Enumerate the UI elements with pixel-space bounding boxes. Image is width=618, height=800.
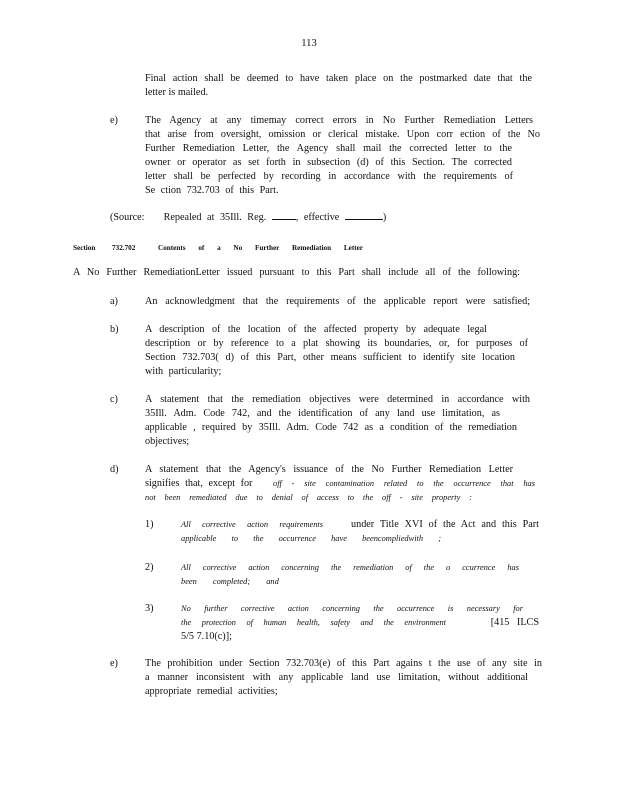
subitem-3-label: 3) [145,603,154,614]
item-e2-label: e) [110,658,118,669]
source-blank-date [345,219,383,220]
source-blank-reg [272,219,296,220]
source-prefix: (Source: [110,212,145,223]
source-note [110,211,386,225]
item-b-label: b) [110,324,119,335]
subitem-3-line-1: No further corrective action concerning the occurrence is necessary for [181,604,523,613]
item-e2-line-1: The prohibition under Section 732.703(e) of this Part agains t the use of any site in [145,658,542,669]
subitem-3-line-2-italic: the protection of human health, safety and the environment [181,618,446,627]
section-label: Section [73,244,96,252]
intro-line: A No Further RemediationLetter issued pursuant to this Part shall include all of the following: [73,267,520,278]
subitem-1-line-2: applicable to the occurrence have beencompliedwith ; [181,534,441,543]
subitem-1-line-1-italic: All corrective action requirements [181,520,323,529]
item-d-line-3: not been remediated due to denial of access to the off - site property : [145,493,472,502]
item-e-label: e) [110,115,118,126]
item-d-label: d) [110,464,119,475]
item-e-line-3: Further Remediation Letter, the Agency shall mail the corrected letter to the [145,143,512,154]
item-c-line-2: 35Ill. Adm. Code 742, and the identification of any land use limitation, as [145,408,500,419]
item-d-line-1: A statement that the Agency's issuance of the No Further Remediation Letter [145,464,513,475]
subitem-1-line-1-normal: under Title XVI of the Act and this Part [351,519,539,530]
subitem-2-line-2: been completed; and [181,577,279,586]
item-e-line-2: that arise from oversight, omission or clerical mistake. Upon corr ection of the No [145,129,540,140]
item-d-line-2-normal: signifies that, except for [145,478,253,489]
item-c-line-4: objectives; [145,436,190,447]
source-text: Repealed at 35Ill. Reg. [163,212,267,223]
item-e2-line-3: appropriate remedial activities; [145,686,278,697]
final-action-line-2: letter is mailed. [145,87,209,98]
page-number: 113 [301,38,317,49]
subitem-1-label: 1) [145,519,154,530]
item-a-line-1: An acknowledgment that the requirements of the applicable report were satisfied; [145,296,530,307]
final-action-line-1: Final action shall be deemed to have taken place on the postmarked date that the [145,73,532,84]
item-e2-line-2: a manner inconsistent with any applicable land use limitation, without additional [145,672,528,683]
item-e-line-4: owner or operator as set forth in subsection (d) of this Section. The corrected [145,157,512,168]
item-e-line-5: letter shall be perfected by recording in accordance with the requirements of [145,171,513,182]
item-c-line-1: A statement that the remediation objectives were determined in accordance with [145,394,530,405]
item-a-label: a) [110,296,118,307]
subitem-3-line-2 [181,616,539,630]
item-b-line-2: description or by reference to a plat showing its boundaries, or, for purposes of [145,338,528,349]
subitem-2-line-1: All corrective action concerning the remediation of the o ccurrence has [181,563,519,572]
subitem-3-line-3: 5/5 7.10(c)]; [181,631,232,642]
item-b-line-3: Section 732.703( d) of this Part, other means sufficient to identify site location [145,352,515,363]
item-b-line-1: A description of the location of the affected property by adequate legal [145,324,487,335]
item-d-line-2-italic: off - site contamination related to the occurrence that has [273,479,535,488]
source-suffix: ) [382,212,387,223]
source-middle: , effective [295,212,340,223]
subitem-2-label: 2) [145,562,154,573]
item-c-line-3: applicable , required by 35Ill. Adm. Code 742 as a condition of the remediation [145,422,517,433]
subitem-1-line-1 [181,518,539,532]
item-d-line-2 [145,477,535,491]
subitem-3-line-2-normal: [415 ILCS [490,617,539,628]
item-c-label: c) [110,394,118,405]
item-e-line-6: Se ction 732.703 of this Part. [145,185,279,196]
item-b-line-4: with particularity; [145,366,222,377]
section-title: Contents of a No Further Remediation Letter [158,244,363,252]
item-e-line-1: The Agency at any timemay correct errors in No Further Remediation Letters [145,115,533,126]
section-number: 732.702 [112,244,136,252]
